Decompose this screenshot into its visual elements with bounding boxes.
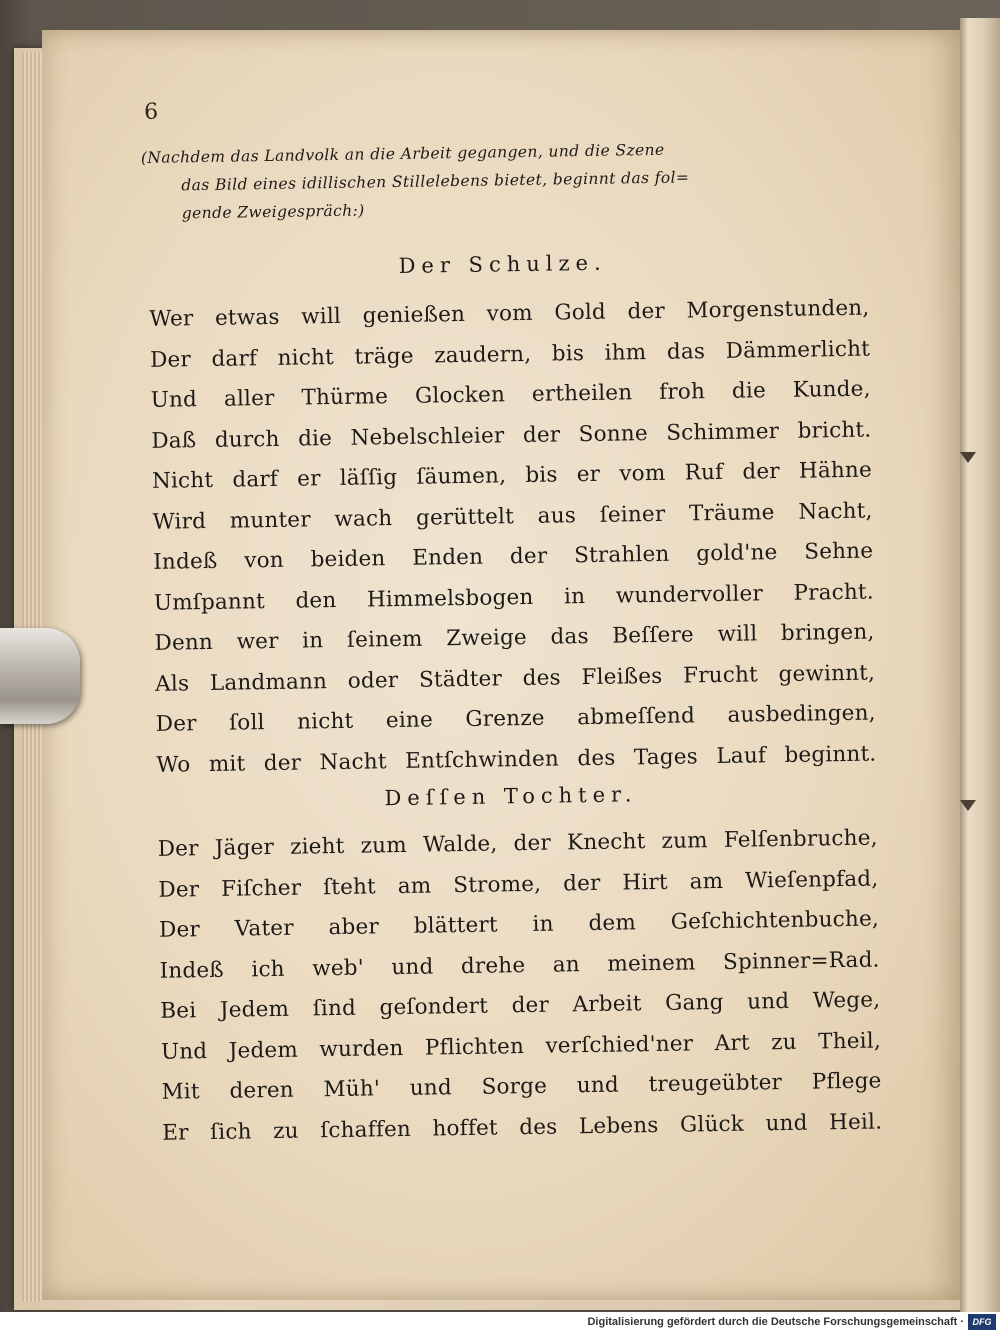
stage-direction-line: (Nachdem das Landvolk an die Arbeit gegangen, und die Szene <box>140 140 665 167</box>
verse-line: Der Vater aber blättert in dem Geſchichtenbuche, <box>158 906 880 943</box>
verse-line: Bei Jedem ſind geſondert der Arbeit Gang und Wege, <box>160 987 881 1024</box>
verse-block <box>149 289 877 786</box>
stage-direction-line: das Bild eines idillischen Stillelebens bietet, beginnt das fol= <box>181 168 690 195</box>
verse-line: Der Jäger zieht zum Walde, der Knecht zum Felſenbruche, <box>157 825 878 862</box>
verse-line: Wird munter wach gerüttelt aus ſeiner Träume Nacht, <box>152 498 873 535</box>
funding-credit: Digitalisierung gefördert durch die Deutsche Forschungsgemeinschaft · <box>587 1316 964 1328</box>
speaker-heading: Deſſen Tochter. <box>384 782 638 811</box>
verse-block <box>157 819 882 1154</box>
verse-line: Er ſich zu ſchaffen hoffet des Lebens Glück und Heil. <box>162 1108 883 1146</box>
verse-line: Wo mit der Nacht Entſchwinden des Tages Lauf beginnt. <box>156 741 877 778</box>
page-number: 6 <box>143 99 159 125</box>
verse-line: Indeß ich web' und drehe an meinem Spinner=Rad. <box>159 946 880 984</box>
book-spine <box>960 18 1000 1312</box>
verse-line: Daß durch die Nebelschleier der Sonne Schimmer bricht. <box>151 417 872 454</box>
page-notch-upper <box>960 452 976 463</box>
verse-line: Und Jedem wurden Pflichten verſchied'ner Art zu Theil, <box>160 1027 882 1065</box>
verse-line: Denn wer in ſeinem Zweige das Beſſere will bringen, <box>154 619 875 656</box>
verse-line: Indeß von beiden Enden der Strahlen gold'ne Sehne <box>153 538 874 575</box>
verse-line: Und aller Thürme Glocken ertheilen froh die Kunde, <box>150 376 871 413</box>
verse-line: Der ſoll nicht eine Grenze abmeſſend ausbedingen, <box>155 700 876 737</box>
verse-line: Der Fiſcher ſteht am Strome, der Hirt am Wieſenpfad, <box>158 866 879 903</box>
verse-line: Wer etwas will genießen vom Gold der Morgenstunden, <box>149 295 870 332</box>
verse-line: Als Landmann oder Städter des Fleißes Frucht gewinnt, <box>154 660 876 697</box>
verse-line: Umſpannt den Himmelsbogen in wundervoller Pracht. <box>153 579 875 616</box>
speaker-heading: Der Schulze. <box>398 250 607 278</box>
verse-line: Nicht darf er läſſig ſäumen, bis er vom Ruf der Hähne <box>151 457 873 494</box>
dfg-logo: DFG <box>968 1314 996 1330</box>
stage-direction-line: gende Zweigespräch:) <box>181 201 365 223</box>
stage-direction <box>141 133 862 228</box>
page-clip <box>0 628 80 724</box>
verse-line: Der darf nicht träge zaudern, bis ihm das Dämmerlicht <box>149 336 871 373</box>
verse-line: Mit deren Müh' und Sorge und treugeübter Pflege <box>161 1068 882 1105</box>
page-notch-lower <box>960 800 976 811</box>
